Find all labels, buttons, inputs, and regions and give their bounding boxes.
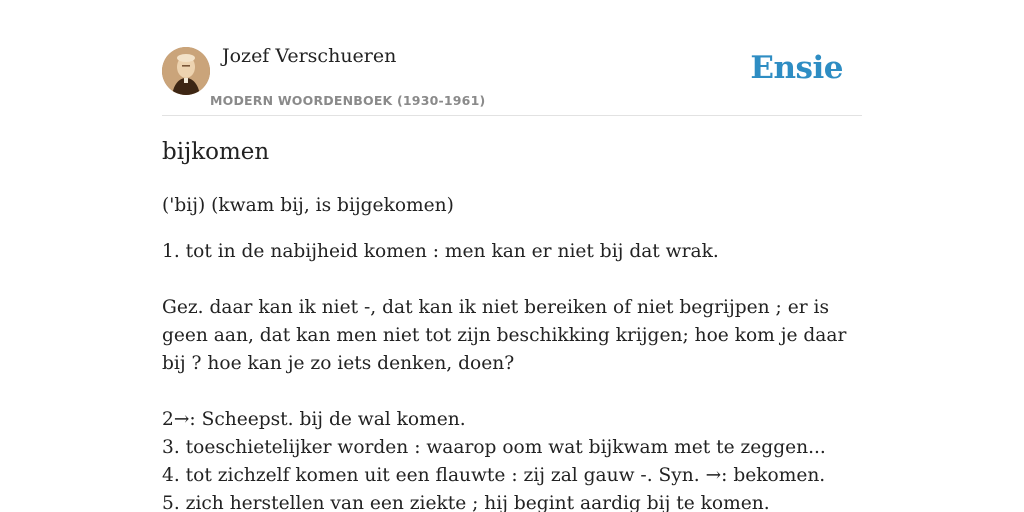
entry-title: bijkomen bbox=[162, 139, 270, 165]
entry-card bbox=[162, 0, 862, 512]
sense-gezegde: Gez. daar kan ik niet -, dat kan ik niet bereiken of niet begrijpen ; er is geen aan, dat kan men niet tot zijn beschikking krijgen; hoe kom je daar bij ? hoe kan je zo iets denken, doen? bbox=[162, 297, 847, 374]
entry-grammar: ('bij) (kwam bij, is bijgekomen) bbox=[162, 195, 454, 216]
sense-5: 5. zich herstellen van een ziekte ; hij begint aardig bij te komen. bbox=[162, 493, 770, 512]
sense-4: 4. tot zichzelf komen uit een flauwte : zij zal gauw -. Syn. →: bekomen. bbox=[162, 465, 826, 486]
author-avatar[interactable] bbox=[162, 47, 210, 95]
author-name[interactable]: Jozef Verschueren bbox=[222, 45, 397, 67]
sense-1: 1. tot in de nabijheid komen : men kan er niet bij dat wrak. bbox=[162, 241, 719, 262]
source-label[interactable]: MODERN WOORDENBOEK (1930-1961) bbox=[210, 93, 486, 108]
sense-2: 2→: Scheepst. bij de wal komen. bbox=[162, 409, 466, 430]
entry-header bbox=[162, 0, 862, 116]
entry-body bbox=[162, 192, 862, 512]
author-portrait-icon bbox=[162, 47, 210, 95]
sense-3: 3. toeschietelijker worden : waarop oom wat bijkwam met te zeggen... bbox=[162, 437, 826, 458]
ensie-logo[interactable]: Ensie bbox=[750, 50, 843, 86]
